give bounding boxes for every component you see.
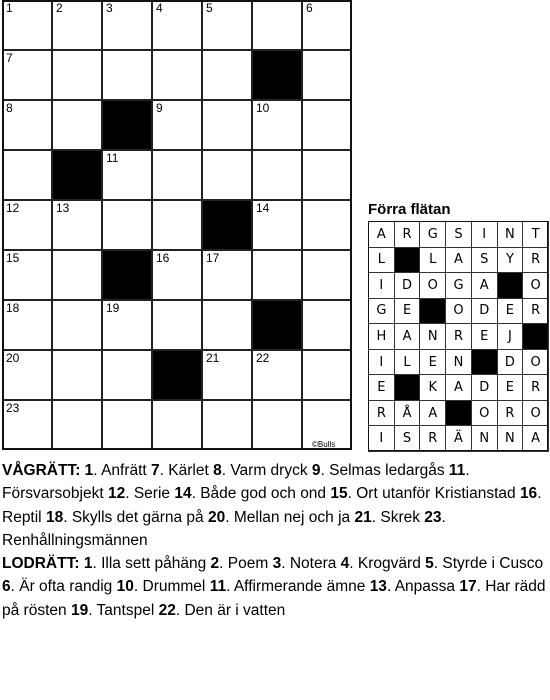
clue-number: 1 <box>84 462 94 479</box>
clue-number: 14 <box>174 485 192 503</box>
grid-cell[interactable] <box>202 100 252 150</box>
solution-letter: O <box>522 349 549 376</box>
grid-cell[interactable] <box>152 250 202 300</box>
grid-cell[interactable] <box>102 400 152 450</box>
solution-letter: O <box>471 400 498 427</box>
clue-text: Serie <box>133 485 171 503</box>
solution-letter: H <box>368 323 395 350</box>
grid-cell[interactable] <box>202 0 252 50</box>
grid-cell[interactable] <box>2 300 52 350</box>
clue-text: Affirmerande ämne <box>233 578 366 596</box>
solution-letter: D <box>471 298 498 325</box>
crossword-grid <box>2 0 352 450</box>
solution-letter: A <box>368 221 395 248</box>
grid-cell[interactable] <box>152 300 202 350</box>
grid-cell[interactable] <box>52 400 102 450</box>
down-label: LODRÄTT: <box>2 555 80 573</box>
down-clues: LODRÄTT: 1. Illa sett påhäng 2. Poem 3. Notera 4. Krogvärd 5. Styrde i Cusco 6. Är ofta randig 10. Drummel 11. Affirmerande ämne 13. Anpassa 17. Har rädd på rösten 19. Tantspel 22. Den är i vatten <box>2 555 546 619</box>
solution-letter: N <box>497 221 524 248</box>
grid-cell[interactable] <box>252 350 302 400</box>
grid-cell[interactable] <box>202 250 252 300</box>
clue-number: 14 <box>256 201 270 215</box>
clues-section <box>2 459 548 622</box>
grid-cell[interactable] <box>252 100 302 150</box>
grid-cell[interactable] <box>302 100 352 150</box>
solution-black-cell <box>497 272 524 299</box>
grid-cell[interactable] <box>102 0 152 50</box>
solution-letter: G <box>368 298 395 325</box>
solution-letter: I <box>368 272 395 299</box>
clue-number: 8 <box>213 462 222 479</box>
clue-number: 6 <box>2 578 11 596</box>
clue-text: Ort utanför Kristianstad <box>356 485 516 503</box>
solution-letter: A <box>471 272 498 299</box>
clue-number: 10 <box>256 101 270 115</box>
clue-number: 7 <box>151 462 160 479</box>
clue-number: 5 <box>206 1 213 15</box>
solution-letter: S <box>471 247 498 274</box>
previous-solution-title: Förra flätan <box>368 201 451 218</box>
clue-number: 5 <box>425 555 434 573</box>
solution-letter: O <box>522 272 549 299</box>
solution-letter: R <box>497 400 524 427</box>
solution-letter: S <box>394 425 421 452</box>
solution-letter: E <box>368 374 395 401</box>
clue-number: 12 <box>107 485 126 503</box>
clue-text: Försvarsobjekt <box>2 485 104 503</box>
grid-cell[interactable] <box>252 200 302 250</box>
black-cell <box>152 350 202 400</box>
grid-cell[interactable] <box>302 0 352 50</box>
grid-cell[interactable] <box>302 200 352 250</box>
clue-text: Poem <box>227 555 269 573</box>
grid-cell[interactable] <box>2 0 52 50</box>
solution-black-cell <box>445 400 472 427</box>
clue-number: 17 <box>206 251 220 265</box>
clue-number: 18 <box>6 301 20 315</box>
solution-letter: A <box>394 323 421 350</box>
grid-cell[interactable] <box>252 150 302 200</box>
solution-letter: Å <box>394 400 421 427</box>
solution-black-cell <box>394 247 421 274</box>
clue-text: Drummel <box>142 578 206 596</box>
grid-cell[interactable] <box>2 200 52 250</box>
clue-text: Skrek <box>380 508 420 526</box>
grid-cell[interactable] <box>302 150 352 200</box>
solution-letter: N <box>445 349 472 376</box>
clue-number: 15 <box>330 485 348 503</box>
black-cell <box>252 50 302 100</box>
solution-letter: R <box>419 425 446 452</box>
clue-text: Har rädd på rösten <box>2 578 546 619</box>
solution-letter: Y <box>497 247 524 274</box>
clue-number: 21 <box>206 351 220 365</box>
solution-letter: D <box>394 272 421 299</box>
grid-cell[interactable] <box>302 50 352 100</box>
clue-number: 3 <box>272 555 282 573</box>
clue-text: Kärlet <box>168 462 209 479</box>
grid-cell[interactable] <box>2 100 52 150</box>
clue-text: Anpassa <box>394 578 456 596</box>
clue-number: 11 <box>448 462 466 479</box>
clue-text: Den är i vatten <box>184 601 286 619</box>
clue-text: Mellan nej och ja <box>233 508 351 526</box>
clue-number: 22 <box>256 351 270 365</box>
grid-cell[interactable] <box>202 400 252 450</box>
black-cell <box>202 200 252 250</box>
solution-letter: O <box>419 272 446 299</box>
solution-letter: G <box>445 272 472 299</box>
solution-letter: R <box>522 298 549 325</box>
clue-number: 7 <box>6 51 13 65</box>
grid-cell[interactable] <box>102 300 152 350</box>
clue-number: 9 <box>156 101 163 115</box>
clue-number: 11 <box>209 578 227 596</box>
solution-letter: R <box>522 247 549 274</box>
solution-letter: J <box>497 323 524 350</box>
solution-letter: A <box>445 247 472 274</box>
grid-cell[interactable] <box>52 200 102 250</box>
solution-letter: K <box>419 374 446 401</box>
clue-text: Krogvärd <box>357 555 421 573</box>
clue-number: 10 <box>116 578 134 596</box>
clue-number: 19 <box>106 301 120 315</box>
clue-number: 23 <box>424 508 442 526</box>
clue-text: Tantspel <box>96 601 155 619</box>
clue-text: Varm dryck <box>230 462 308 479</box>
black-cell <box>52 150 102 200</box>
black-cell <box>102 100 152 150</box>
solution-letter: E <box>419 349 446 376</box>
grid-cell[interactable] <box>202 300 252 350</box>
clue-number: 16 <box>156 251 170 265</box>
solution-letter: I <box>368 349 395 376</box>
clue-number: 3 <box>106 1 113 15</box>
grid-cell[interactable] <box>252 400 302 450</box>
grid-cell[interactable] <box>152 0 202 50</box>
solution-letter: N <box>419 323 446 350</box>
solution-letter: D <box>497 349 524 376</box>
grid-cell[interactable] <box>2 250 52 300</box>
grid-cell[interactable] <box>152 400 202 450</box>
solution-letter: R <box>445 323 472 350</box>
solution-letter: R <box>394 221 421 248</box>
grid-cell[interactable] <box>2 50 52 100</box>
solution-letter: N <box>471 425 498 452</box>
grid-cell[interactable] <box>252 250 302 300</box>
grid-cell[interactable] <box>2 400 52 450</box>
previous-solution-grid <box>368 221 548 451</box>
solution-letter: I <box>471 221 498 248</box>
solution-black-cell <box>394 374 421 401</box>
solution-letter: R <box>368 400 395 427</box>
clue-number: 11 <box>106 151 119 165</box>
clue-text: Styrde i Cusco <box>442 555 544 573</box>
grid-cell[interactable] <box>2 150 52 200</box>
solution-letter: E <box>471 323 498 350</box>
clue-text: Skylls det gärna på <box>71 508 204 526</box>
clue-number: 16 <box>519 485 538 503</box>
solution-black-cell <box>471 349 498 376</box>
grid-cell[interactable] <box>302 350 352 400</box>
clue-number: 2 <box>56 1 63 15</box>
grid-cell[interactable] <box>202 50 252 100</box>
credit-label: ©Bulls <box>312 440 336 449</box>
clue-number: 2 <box>210 555 220 573</box>
solution-letter: S <box>445 221 472 248</box>
grid-cell[interactable] <box>52 250 102 300</box>
solution-letter: A <box>522 425 549 452</box>
solution-letter: D <box>471 374 498 401</box>
grid-cell[interactable] <box>52 100 102 150</box>
grid-cell[interactable] <box>202 350 252 400</box>
clue-text: Reptil <box>2 508 42 526</box>
grid-cell[interactable] <box>252 0 302 50</box>
solution-letter: N <box>497 425 524 452</box>
grid-cell[interactable] <box>102 200 152 250</box>
solution-letter: Ä <box>445 425 472 452</box>
black-cell <box>252 300 302 350</box>
clue-number: 20 <box>6 351 20 365</box>
clue-number: 8 <box>6 101 13 115</box>
solution-black-cell <box>522 323 549 350</box>
clue-number: 20 <box>207 508 226 526</box>
clue-number: 1 <box>6 1 13 15</box>
clue-number: 13 <box>56 201 70 215</box>
clue-text: Är ofta randig <box>19 578 113 596</box>
black-cell <box>102 250 152 300</box>
clue-number: 4 <box>340 555 350 573</box>
clue-number: 13 <box>369 578 387 596</box>
grid-cell[interactable] <box>102 350 152 400</box>
clue-number: 4 <box>156 1 163 15</box>
grid-cell[interactable] <box>2 350 52 400</box>
clue-text: Illa sett påhäng <box>101 555 207 573</box>
grid-cell[interactable] <box>202 150 252 200</box>
grid-cell[interactable] <box>152 150 202 200</box>
clue-text: Renhållningsmännen <box>2 531 148 549</box>
solution-letter: O <box>445 298 472 325</box>
solution-letter: E <box>497 298 524 325</box>
solution-letter: R <box>522 374 549 401</box>
grid-cell[interactable] <box>302 250 352 300</box>
clue-number: 12 <box>6 201 20 215</box>
solution-letter: G <box>419 221 446 248</box>
clue-number: 22 <box>158 601 176 619</box>
clue-number: 19 <box>70 601 89 619</box>
solution-black-cell <box>419 298 446 325</box>
clue-number: 21 <box>354 508 372 526</box>
solution-letter: L <box>368 247 395 274</box>
grid-cell[interactable] <box>52 0 102 50</box>
clue-text: Notera <box>289 555 337 573</box>
grid-cell[interactable] <box>102 150 152 200</box>
across-clues: VÅGRÄTT: 1. Anfrätt 7. Kärlet 8. Varm dryck 9. Selmas ledargås 11. Försvarsobjekt 12. Serie 14. Både god och ond 15. Ort utanför Kristianstad 16. Reptil 18. Skylls det gärna på 20. Mellan nej och ja 21. Skrek 23. Renhållningsmännen <box>2 462 542 549</box>
clue-number: 6 <box>306 1 313 15</box>
clue-text: Anfrätt <box>101 462 147 479</box>
grid-cell[interactable] <box>102 50 152 100</box>
solution-letter: L <box>419 247 446 274</box>
clue-number: 1 <box>83 555 93 573</box>
grid-cell[interactable] <box>52 350 102 400</box>
clue-number: 15 <box>6 251 20 265</box>
grid-cell[interactable] <box>52 50 102 100</box>
solution-letter: E <box>497 374 524 401</box>
grid-cell[interactable] <box>302 300 352 350</box>
clue-number: 9 <box>311 462 321 479</box>
solution-letter: I <box>368 425 395 452</box>
grid-cell[interactable] <box>152 50 202 100</box>
solution-letter: L <box>394 349 421 376</box>
solution-letter: A <box>419 400 446 427</box>
solution-letter: T <box>522 221 549 248</box>
grid-cell[interactable] <box>52 300 102 350</box>
clue-number: 17 <box>459 578 477 596</box>
solution-letter: O <box>522 400 549 427</box>
grid-cell[interactable] <box>152 100 202 150</box>
across-label: VÅGRÄTT: <box>2 462 81 479</box>
grid-cell[interactable] <box>152 200 202 250</box>
clue-number: 23 <box>6 401 20 415</box>
solution-letter: E <box>394 298 421 325</box>
solution-letter: A <box>445 374 472 401</box>
clue-number: 18 <box>45 508 64 526</box>
clue-text: Selmas ledargås <box>329 462 445 479</box>
clue-text: Både god och ond <box>200 485 327 503</box>
